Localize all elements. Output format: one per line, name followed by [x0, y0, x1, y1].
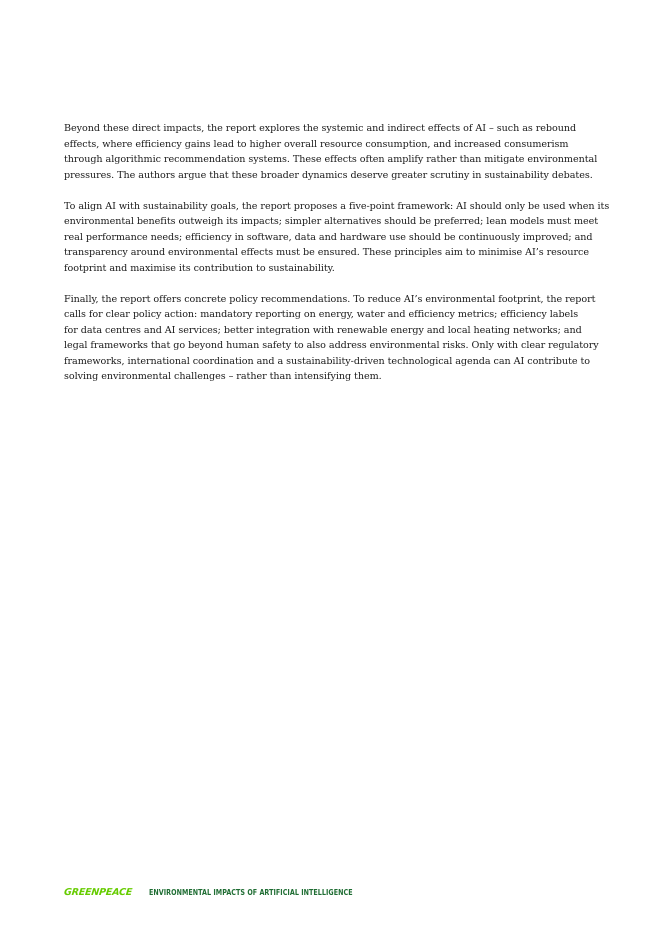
text-line: calls for clear policy action: mandatory reporting on energy, water and efficiency metrics; efficiency labels — [64, 309, 579, 320]
greenpeace-logo: GREENPEACE — [63, 886, 133, 898]
text-line: Beyond these direct impacts, the report explores the systemic and indirect effects of AI – such as rebound — [64, 123, 577, 134]
paragraph-five-point-framework — [64, 199, 610, 277]
text-line: legal frameworks that go beyond human safety to also address environmental risks. Only with clear regulatory — [64, 340, 599, 351]
body-text — [64, 121, 610, 400]
footer-title: ENVIRONMENTAL IMPACTS OF ARTIFICIAL INTELLIGENCE — [149, 887, 353, 897]
paragraph-systemic-effects — [64, 121, 604, 183]
text-line: transparency around environmental effects must be ensured. These principles aim to minimise AI’s resource — [64, 247, 589, 258]
text-line: To align AI with sustainability goals, the report proposes a five-point framework: AI should only be used when its — [64, 200, 610, 212]
text-line: environmental benefits outweigh its impacts; simpler alternatives should be preferred; lean models must meet — [64, 216, 599, 227]
text-line: pressures. The authors argue that these broader dynamics deserve greater scrutiny in sustainability debates. — [64, 169, 593, 181]
text-line: real performance needs; efficiency in software, data and hardware use should be continuously improved; and — [64, 231, 593, 243]
text-line: frameworks, international coordination and a sustainability-driven technological agenda can AI contribute to — [64, 355, 590, 367]
page-footer — [64, 885, 391, 899]
paragraph-policy-recommendations — [64, 292, 604, 385]
text-line: for data centres and AI services; better integration with renewable energy and local heating networks; and — [64, 324, 582, 336]
text-line: effects, where efficiency gains lead to higher overall resource consumption, and increased consumerism — [64, 138, 569, 150]
text-line: through algorithmic recommendation systems. These effects often amplify rather than mitigate environmental — [64, 154, 598, 165]
text-line: footprint and maximise its contribution to sustainability. — [64, 262, 335, 274]
text-line: Finally, the report offers concrete policy recommendations. To reduce AI’s environmental footprint, the report — [64, 293, 596, 305]
text-line: solving environmental challenges – rather than intensifying them. — [64, 371, 382, 382]
